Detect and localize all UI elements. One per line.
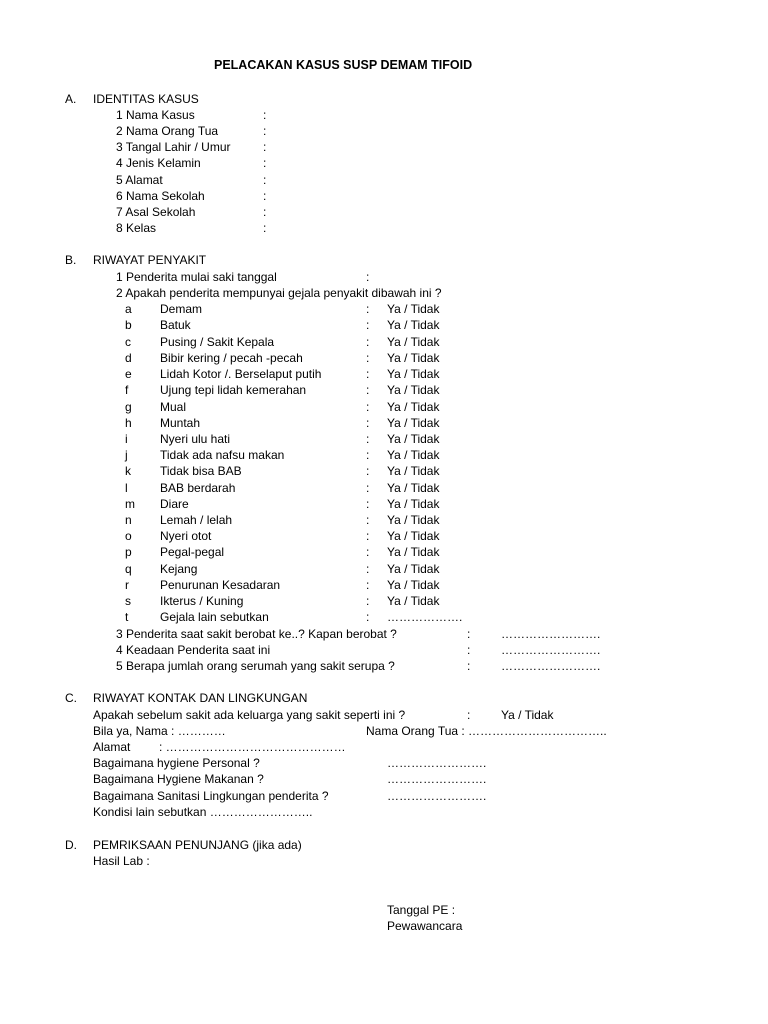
symptom-name: Muntah bbox=[160, 416, 201, 430]
symptom-name: Pusing / Sakit Kepala bbox=[160, 335, 275, 349]
section-d-heading: PEMRIKSAAN PENUNJANG (jika ada) bbox=[93, 838, 302, 852]
symptom-key: r bbox=[125, 578, 129, 592]
contact-question: Apakah sebelum sakit ada keluarga yang sakit seperti ini ? bbox=[93, 708, 406, 722]
symptom-name: Tidak ada nafsu makan bbox=[160, 448, 285, 462]
contact-name-line: Bila ya, Nama : ………… bbox=[93, 724, 226, 738]
symptom-answer: Ya / Tidak bbox=[387, 416, 440, 430]
symptom-colon: : bbox=[366, 351, 370, 365]
symptom-answer: Ya / Tidak bbox=[387, 481, 440, 495]
section-a-heading: IDENTITAS KASUS bbox=[93, 92, 199, 106]
symptom-colon: : bbox=[366, 400, 370, 414]
field-colon: : bbox=[263, 156, 267, 170]
hygiene-food-blank: ……………………. bbox=[387, 772, 487, 786]
symptom-key: m bbox=[125, 497, 135, 511]
symptom-answer: ………………. bbox=[387, 610, 463, 624]
symptom-name: Batuk bbox=[160, 318, 191, 332]
symptom-name: Demam bbox=[160, 302, 203, 316]
question-label: 3 Penderita saat sakit berobat ke..? Kapan berobat ? bbox=[116, 627, 397, 641]
section-d-letter: D. bbox=[65, 838, 77, 852]
question-colon: : bbox=[467, 643, 471, 657]
symptom-answer: Ya / Tidak bbox=[387, 351, 440, 365]
other-condition-line: Kondisi lain sebutkan …………………….. bbox=[93, 805, 313, 819]
hygiene-personal-label: Bagaimana hygiene Personal ? bbox=[93, 756, 260, 770]
symptom-answer: Ya / Tidak bbox=[387, 545, 440, 559]
symptom-name: Nyeri ulu hati bbox=[160, 432, 231, 446]
symptom-name: Ikterus / Kuning bbox=[160, 594, 244, 608]
field-colon: : bbox=[263, 140, 267, 154]
symptom-key: k bbox=[125, 464, 131, 478]
symptom-key: n bbox=[125, 513, 132, 527]
symptom-name: Bibir kering / pecah -pecah bbox=[160, 351, 303, 365]
symptom-answer: Ya / Tidak bbox=[387, 594, 440, 608]
symptom-colon: : bbox=[366, 416, 370, 430]
parent-name-line: Nama Orang Tua : …………………………….. bbox=[366, 724, 607, 738]
symptom-name: Diare bbox=[160, 497, 189, 511]
section-b-letter: B. bbox=[65, 253, 77, 267]
field-label: 6 Nama Sekolah bbox=[116, 189, 205, 203]
sanitation-label: Bagaimana Sanitasi Lingkungan penderita ? bbox=[93, 789, 329, 803]
symptom-name: BAB berdarah bbox=[160, 481, 236, 495]
field-label: 2 Nama Orang Tua bbox=[116, 124, 219, 138]
symptom-answer: Ya / Tidak bbox=[387, 367, 440, 381]
symptom-answer: Ya / Tidak bbox=[387, 529, 440, 543]
symptom-key: d bbox=[125, 351, 132, 365]
symptom-colon: : bbox=[366, 610, 370, 624]
symptom-answer: Ya / Tidak bbox=[387, 448, 440, 462]
symptom-colon: : bbox=[366, 448, 370, 462]
symptom-name: Penurunan Kesadaran bbox=[160, 578, 281, 592]
symptom-name: Gejala lain sebutkan bbox=[160, 610, 269, 624]
document-title: PELACAKAN KASUS SUSP DEMAM TIFOID bbox=[214, 58, 473, 72]
field-label: 5 Alamat bbox=[116, 173, 163, 187]
section-b-heading: RIWAYAT PENYAKIT bbox=[93, 253, 207, 267]
hygiene-personal-blank: ……………………. bbox=[387, 756, 487, 770]
symptom-answer: Ya / Tidak bbox=[387, 513, 440, 527]
section-c-letter: C. bbox=[65, 691, 77, 705]
symptom-answer: Ya / Tidak bbox=[387, 464, 440, 478]
field-label: 4 Jenis Kelamin bbox=[116, 156, 201, 170]
address-label: Alamat bbox=[93, 740, 131, 754]
symptom-colon: : bbox=[366, 513, 370, 527]
symptom-key: j bbox=[125, 448, 128, 462]
field-label: 1 Nama Kasus bbox=[116, 108, 195, 122]
symptom-key: t bbox=[125, 610, 129, 624]
symptom-key: f bbox=[125, 383, 129, 397]
contact-colon: : bbox=[467, 708, 471, 722]
symptom-answer: Ya / Tidak bbox=[387, 432, 440, 446]
field-colon: : bbox=[263, 124, 267, 138]
symptom-colon: : bbox=[366, 432, 370, 446]
symptom-colon: : bbox=[366, 464, 370, 478]
question-colon: : bbox=[467, 659, 471, 673]
lab-result-label: Hasil Lab : bbox=[93, 854, 150, 868]
symptom-key: g bbox=[125, 400, 132, 414]
question-blank: ……………………. bbox=[501, 643, 601, 657]
interviewer-label: Pewawancara bbox=[387, 919, 463, 933]
symptom-colon: : bbox=[366, 529, 370, 543]
symptom-colon: : bbox=[366, 594, 370, 608]
symptom-key: q bbox=[125, 562, 132, 576]
section-c-heading: RIWAYAT KONTAK DAN LINGKUNGAN bbox=[93, 691, 308, 705]
field-colon: : bbox=[263, 108, 267, 122]
symptom-key: p bbox=[125, 545, 132, 559]
symptom-answer: Ya / Tidak bbox=[387, 400, 440, 414]
symptom-answer: Ya / Tidak bbox=[387, 497, 440, 511]
contact-answer: Ya / Tidak bbox=[501, 708, 554, 722]
field-colon: : bbox=[263, 205, 267, 219]
symptom-colon: : bbox=[366, 302, 370, 316]
symptom-key: i bbox=[125, 432, 128, 446]
field-colon: : bbox=[263, 221, 267, 235]
question-colon: : bbox=[467, 627, 471, 641]
symptom-key: a bbox=[125, 302, 132, 316]
field-colon: : bbox=[263, 173, 267, 187]
symptom-name: Ujung tepi lidah kemerahan bbox=[160, 383, 307, 397]
symptom-colon: : bbox=[366, 481, 370, 495]
symptom-colon: : bbox=[366, 318, 370, 332]
symptom-answer: Ya / Tidak bbox=[387, 578, 440, 592]
symptom-key: e bbox=[125, 367, 132, 381]
symptom-name: Lemah / lelah bbox=[160, 513, 233, 527]
symptom-key: l bbox=[125, 481, 128, 495]
symptom-key: h bbox=[125, 416, 132, 430]
field-label: 8 Kelas bbox=[116, 221, 157, 235]
address-blank: : ……………………………………… bbox=[159, 740, 346, 754]
symptom-key: b bbox=[125, 318, 132, 332]
symptom-answer: Ya / Tidak bbox=[387, 302, 440, 316]
symptom-colon: : bbox=[366, 497, 370, 511]
symptom-answer: Ya / Tidak bbox=[387, 562, 440, 576]
hygiene-food-label: Bagaimana Hygiene Makanan ? bbox=[93, 772, 264, 786]
symptom-name: Kejang bbox=[160, 562, 198, 576]
symptom-answer: Ya / Tidak bbox=[387, 335, 440, 349]
symptom-name: Mual bbox=[160, 400, 187, 414]
symptom-name: Tidak bisa BAB bbox=[160, 464, 242, 478]
symptom-key: o bbox=[125, 529, 132, 543]
symptom-colon: : bbox=[366, 383, 370, 397]
symptom-colon: : bbox=[366, 562, 370, 576]
question-label: 1 Penderita mulai saki tanggal bbox=[116, 270, 277, 284]
question-blank: ……………………. bbox=[501, 659, 601, 673]
interview-date-label: Tanggal PE : bbox=[387, 903, 456, 917]
symptom-answer: Ya / Tidak bbox=[387, 318, 440, 332]
symptom-colon: : bbox=[366, 367, 370, 381]
symptom-colon: : bbox=[366, 335, 370, 349]
symptom-name: Lidah Kotor /. Berselaput putih bbox=[160, 367, 322, 381]
field-label: 3 Tangal Lahir / Umur bbox=[116, 140, 231, 154]
field-colon: : bbox=[263, 189, 267, 203]
question-colon: : bbox=[366, 270, 370, 284]
symptom-colon: : bbox=[366, 545, 370, 559]
field-label: 7 Asal Sekolah bbox=[116, 205, 196, 219]
symptom-colon: : bbox=[366, 578, 370, 592]
question-label: 5 Berapa jumlah orang serumah yang sakit serupa ? bbox=[116, 659, 395, 673]
symptom-key: s bbox=[125, 594, 131, 608]
symptom-name: Nyeri otot bbox=[160, 529, 212, 543]
symptom-key: c bbox=[125, 335, 131, 349]
symptom-name: Pegal-pegal bbox=[160, 545, 225, 559]
symptom-answer: Ya / Tidak bbox=[387, 383, 440, 397]
sanitation-blank: ……………………. bbox=[387, 789, 487, 803]
question-label: 2 Apakah penderita mempunyai gejala penyakit dibawah ini ? bbox=[116, 286, 442, 300]
question-label: 4 Keadaan Penderita saat ini bbox=[116, 643, 271, 657]
question-blank: ……………………. bbox=[501, 627, 601, 641]
section-a-letter: A. bbox=[65, 92, 77, 106]
